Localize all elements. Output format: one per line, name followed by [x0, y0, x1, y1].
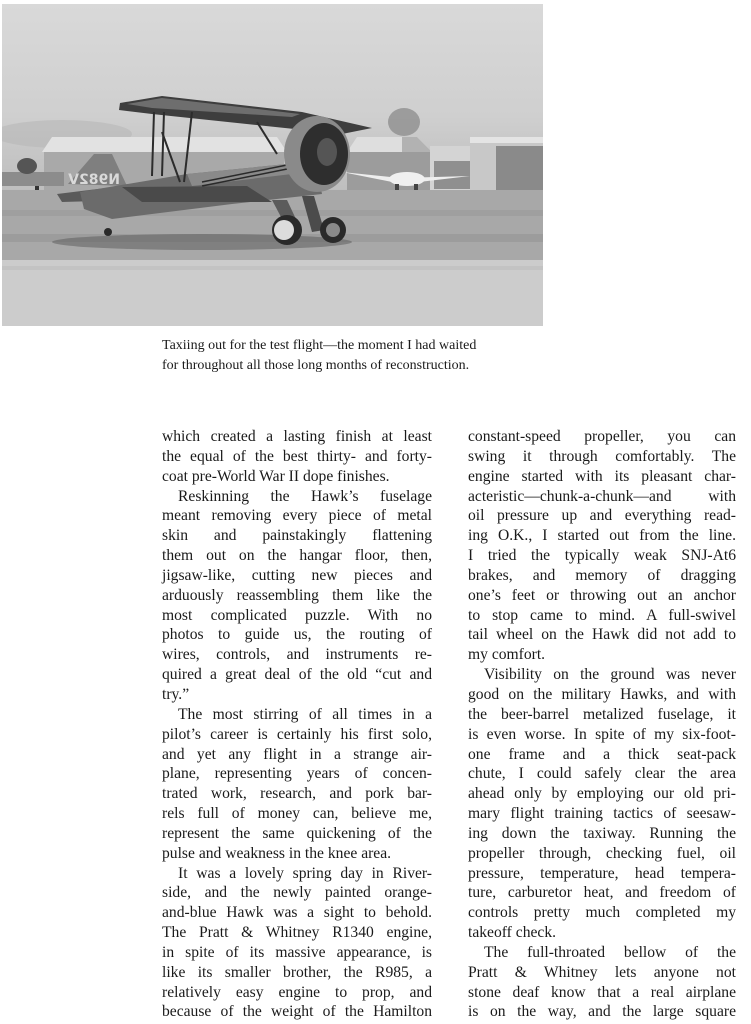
- caption-line: Taxiing out for the test flight—the moment I had waited: [162, 338, 477, 353]
- biplane-illustration: [2, 4, 543, 326]
- text-column-left: [162, 427, 432, 1022]
- caption-line: for throughout all those long months of reconstruction.: [162, 357, 470, 373]
- text-column-right: [468, 427, 736, 1022]
- body-text-line: ing O.K., I started out from the line.: [468, 527, 736, 545]
- body-text-line: the equal of the best thirty- and forty-: [162, 447, 432, 465]
- body-text-line: propeller through, checking fuel, oil: [468, 844, 736, 862]
- body-text-line: most complicated puzzle. With no: [162, 606, 432, 624]
- body-text-line: brakes, and memory of dragging: [468, 566, 736, 584]
- body-text-line: tail wheel on the Hawk did not add to: [468, 626, 736, 644]
- body-text-line: one’s feet or throwing out an anchor: [468, 586, 736, 604]
- body-text-line: The most stirring of all times in a: [178, 705, 432, 723]
- body-text-line: wires, controls, and instruments re-: [162, 646, 432, 664]
- body-text-line: The full-throated bellow of the: [484, 943, 736, 961]
- body-text-line: meant removing every piece of metal: [162, 507, 432, 525]
- body-text-line: rels full of money can, believe me,: [162, 805, 432, 823]
- body-text-line: The Pratt & Whitney R1340 engine,: [162, 924, 432, 942]
- body-text-line: to stop came to mind. A full-swivel: [468, 606, 736, 624]
- body-text-line: pulse and weakness in the knee area.: [162, 844, 392, 862]
- body-text-line: pressure, temperature, head tempera-: [468, 864, 736, 882]
- body-text-line: in spite of its massive appearance, is: [162, 943, 432, 961]
- body-text-line: mary flight training tactics of seesaw-: [468, 805, 736, 823]
- body-text-line: ahead only by employing our old pri-: [468, 785, 736, 803]
- body-text-line: It was a lovely spring day in River-: [178, 864, 432, 882]
- body-text-line: engine started with its pleasant char-: [468, 467, 736, 485]
- body-text-line: ing down the taxiway. Running the: [468, 824, 736, 842]
- body-text-line: Reskinning the Hawk’s fuselage: [178, 487, 432, 505]
- body-text-line: coat pre-World War II dope finishes.: [162, 467, 390, 485]
- body-text-line: quired a great deal of the old “cut and: [162, 666, 432, 684]
- body-text-line: takeoff check.: [468, 924, 557, 942]
- body-text-line: relatively easy engine to prop, and: [162, 983, 432, 1001]
- body-text-line: oil pressure up and everything read-: [468, 507, 736, 525]
- body-text-line: constant-speed propeller, you can: [468, 428, 736, 445]
- body-text-line: good on the military Hawks, and with: [468, 685, 736, 703]
- body-text-line: try.”: [162, 685, 190, 703]
- body-text-line: Pratt & Whitney lets anyone not: [468, 963, 736, 981]
- body-text-line: controls pretty much completed my: [468, 904, 736, 922]
- body-text-line: Visibility on the ground was never: [484, 666, 736, 684]
- svg-text:N982V: N982V: [68, 172, 120, 188]
- biplane-photo: [2, 4, 543, 326]
- body-text-line: one frame and a thick seat-pack: [468, 745, 736, 763]
- body-text-line: pilot’s career is certainly his first solo,: [162, 725, 432, 743]
- body-text-line: which created a lasting finish at least: [162, 428, 432, 445]
- body-text-line: photos to guide us, the routing of: [162, 626, 432, 644]
- body-text-line: arduously reassembling them like the: [162, 586, 432, 604]
- body-text-line: represent the same quickening of the: [162, 824, 432, 842]
- body-text-line: stone deaf know that a real airplane: [468, 983, 736, 1001]
- body-text-line: ture, carburetor heat, and freedom of: [468, 884, 736, 902]
- photo-caption: [162, 337, 542, 377]
- body-text-line: chute, I could safely clear the area: [468, 765, 736, 783]
- body-text-line: because of the weight of the Hamilton: [162, 1003, 432, 1021]
- body-text-line: and yet any flight in a strange air-: [162, 745, 432, 763]
- body-text-line: the beer-barrel metalized fuselage, it: [468, 705, 736, 723]
- body-text-line: and-blue Hawk was a sight to behold.: [162, 904, 432, 922]
- body-text-line: acteristic—chunk-a-chunk—and with: [468, 487, 736, 505]
- body-text-line: my comfort.: [468, 646, 546, 664]
- body-text-line: trated work, research, and pork bar-: [162, 785, 432, 803]
- body-text-line: is on the way, and the large square: [468, 1003, 736, 1021]
- body-text-line: plane, representing years of concen-: [162, 765, 432, 783]
- body-text-line: like its smaller brother, the R985, a: [162, 963, 432, 981]
- body-text-line: skin and painstakingly flattening: [162, 527, 432, 545]
- body-text-line: them out on the hangar floor, then,: [162, 547, 432, 565]
- body-text-line: side, and the newly painted orange-: [162, 884, 432, 902]
- body-text-line: is even worse. In spite of my six-foot-: [468, 725, 736, 743]
- body-text-line: jigsaw-like, cutting new pieces and: [162, 566, 432, 584]
- body-text-line: I tried the typically weak SNJ-At6: [468, 547, 736, 565]
- body-text-line: swing it through comfortably. The: [468, 447, 736, 465]
